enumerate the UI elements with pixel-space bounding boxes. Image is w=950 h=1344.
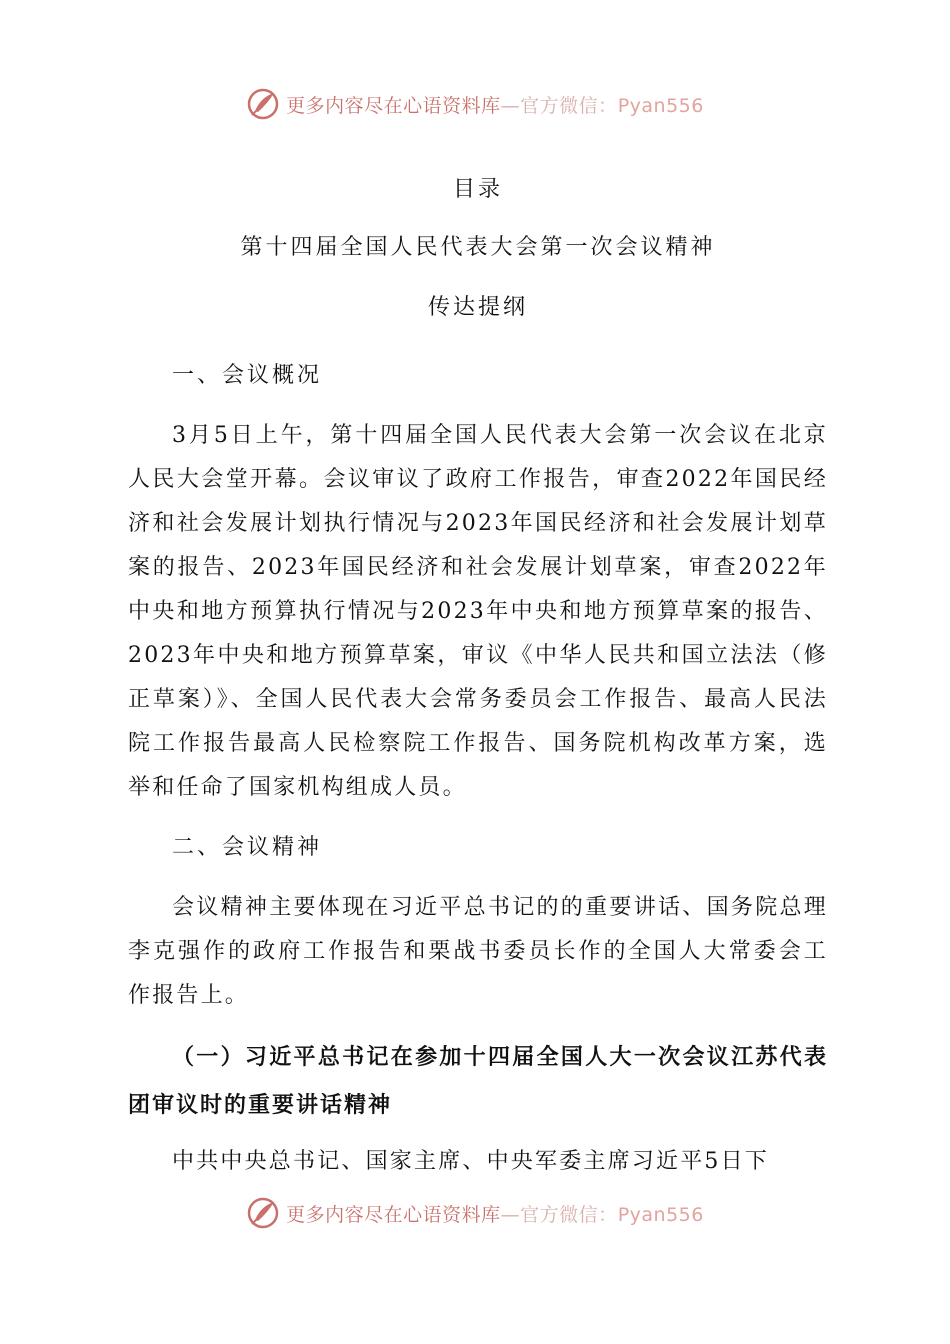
section-body-overview: 3月5日上午，第十四届全国人民代表大会第一次会议在北京人民大会堂开幕。会议审议了政府工作报告，审查2022年国民经济和社会发展计划执行情况与2023年国民经济和社会发展计划草案的报告、2023年国民经济和社会发展计划草案，审查2022年中央和地方预算执行情况与2023年中央和地方预算草案的报告、2023年中央和地方预算草案，审议《中华人民共和国立法法（修正草案）》、全国人民代表大会常务委员会工作报告、最高人民法院工作报告最高人民检察院工作报告、国务院机构改革方案，选举和任命了国家机构组成人员。: [128, 423, 828, 800]
section-heading-spirit: 二、会议精神: [172, 835, 323, 860]
document-body: [128, 168, 828, 1184]
footer-banner-wechat-label: —官方微信：: [500, 1203, 618, 1226]
section-body-spirit: 会议精神主要体现在习近平总书记的的重要讲话、国务院总理李克强作的政府工作报告和栗战书委员长作的全国人大常委会工作报告上。: [128, 895, 828, 1008]
header-banner: [0, 84, 950, 124]
footer-banner: [0, 1193, 950, 1233]
toc-label: 目录: [452, 177, 503, 202]
header-banner-wechat-id: Pyan556: [617, 94, 704, 117]
quill-logo-icon: [246, 1196, 280, 1230]
footer-banner-brand: 更多内容尽在心语资料库: [286, 1203, 501, 1226]
header-banner-brand: 更多内容尽在心语资料库: [286, 94, 501, 117]
subsection-heading-speech: （一）习近平总书记在参加十四届全国人大一次会议江苏代表团审议时的重要讲话精神: [128, 1045, 828, 1118]
section-heading-overview: 一、会议概况: [172, 363, 323, 388]
document-subtitle: 传达提纲: [427, 295, 528, 320]
header-banner-text: [286, 91, 704, 118]
footer-banner-wechat-id: Pyan556: [617, 1203, 704, 1226]
header-banner-wechat-label: —官方微信：: [500, 94, 618, 117]
footer-banner-text: [286, 1200, 704, 1227]
subsection-body-speech: 中共中央总书记、国家主席、中央军委主席习近平5日下: [172, 1149, 769, 1174]
quill-logo-icon: [246, 87, 280, 121]
document-title: 第十四届全国人民代表大会第一次会议精神: [240, 235, 716, 260]
